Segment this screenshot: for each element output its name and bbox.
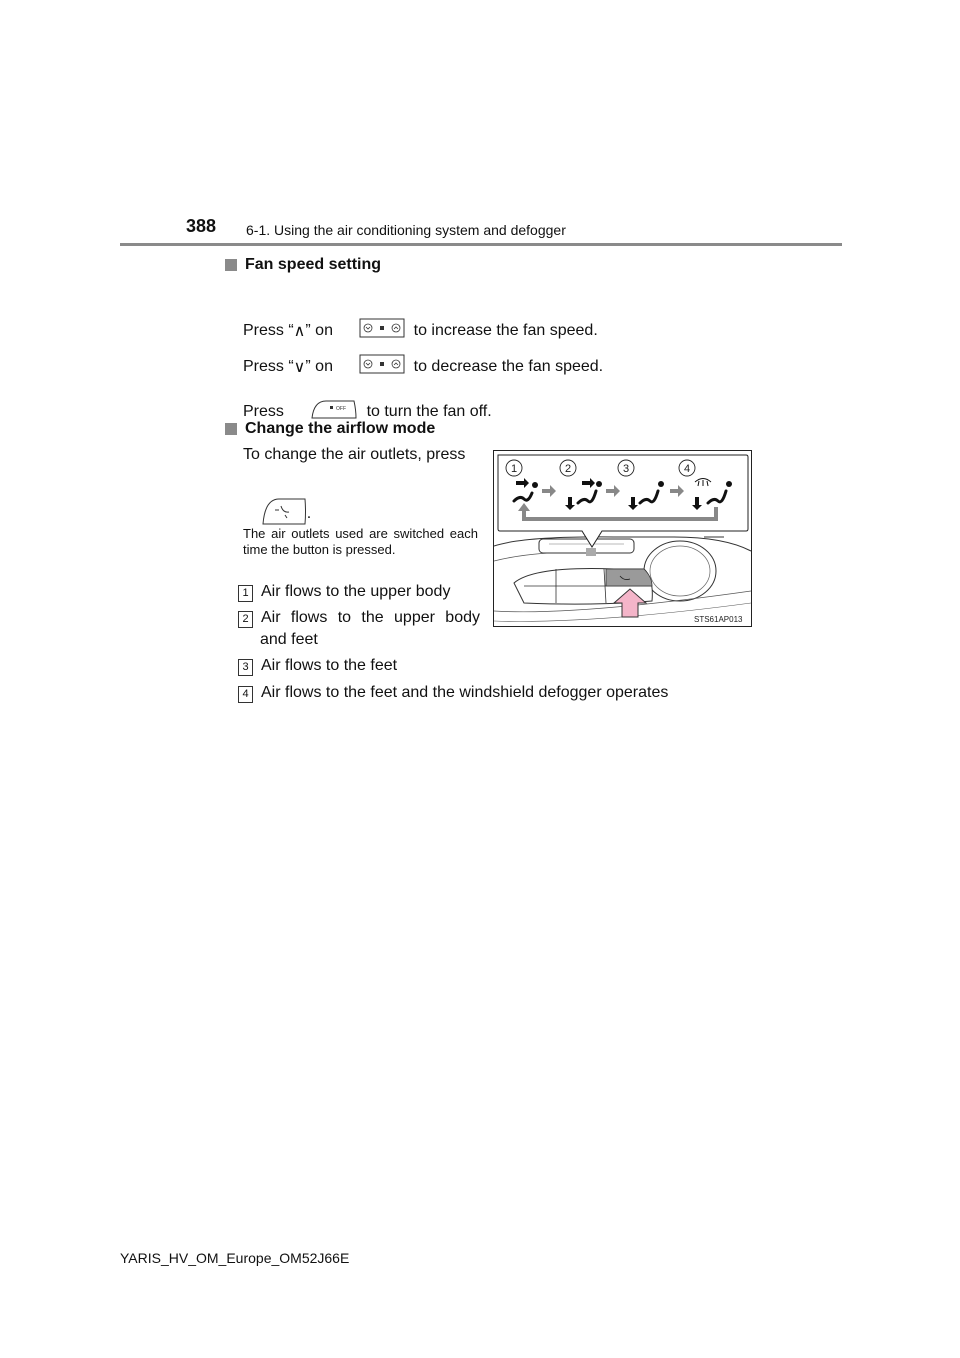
figure-label-2: 2: [565, 463, 572, 475]
fan-speed-heading: Fan speed setting: [225, 256, 381, 274]
section-header: 6-1. Using the air conditioning system and defogger: [246, 222, 566, 238]
figure-label-3: 3: [623, 463, 630, 475]
airflow-heading: Change the airflow mode: [225, 420, 435, 438]
airflow-intro: To change the air outlets, press: [243, 446, 466, 463]
list-item-4: 4 Air flows to the feet and the windshield defogger operates: [238, 684, 668, 703]
square-bullet-icon: [225, 259, 237, 271]
square-bullet-icon: [225, 423, 237, 435]
list-item-3: 3 Air flows to the feet: [238, 657, 397, 676]
figure-code: STS61AP013: [694, 615, 743, 624]
document-id: YARIS_HV_OM_Europe_OM52J66E: [120, 1250, 350, 1266]
list-item-1: 1 Air flows to the upper body: [238, 583, 450, 602]
fan-off-line: Press OFF to turn the fan off.: [243, 380, 492, 443]
header-divider: [120, 243, 842, 246]
page-number: 388: [186, 216, 217, 236]
off-label: OFF: [336, 406, 347, 412]
airflow-note: The air outlets used are switched each time the button is pressed.: [243, 526, 478, 557]
airflow-illustration: [493, 450, 752, 627]
list-item-2: 2 Air flows to the upper body: [238, 609, 480, 628]
list-item-2-continued: and feet: [260, 631, 318, 648]
airflow-button-line: .: [243, 478, 311, 549]
figure-label-1: 1: [511, 463, 518, 475]
fan-increase-line: Press “ ∧ ” on to increase the fan speed.: [243, 300, 598, 361]
fan-decrease-line: Press “ ∨ ” on to decrease the fan speed.: [243, 336, 603, 397]
figure-label-4: 4: [684, 463, 691, 475]
